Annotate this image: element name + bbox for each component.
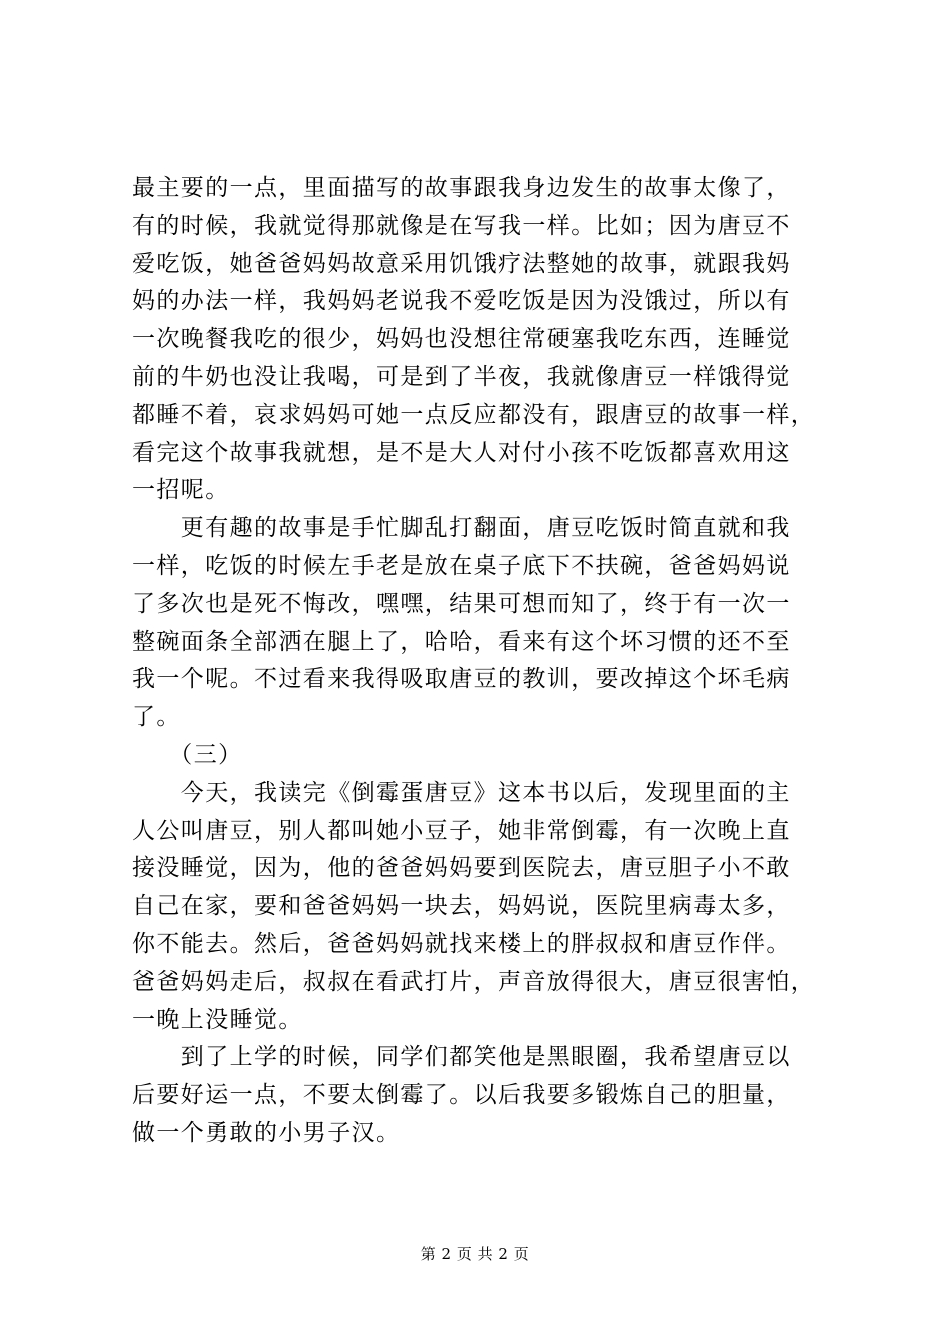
text-line: 你不能去。然后，爸爸妈妈就找来楼上的胖叔叔和唐豆作伴。 xyxy=(132,930,791,957)
text-line: 都睡不着，哀求妈妈可她一点反应都没有，跟唐豆的故事一样， xyxy=(132,401,816,428)
text-line: 妈的办法一样，我妈妈老说我不爱吃饭是因为没饿过，所以有 xyxy=(132,288,791,315)
text-line: 一晚上没睡觉。 xyxy=(132,1006,303,1033)
text-line: 人公叫唐豆，别人都叫她小豆子，她非常倒霉，有一次晚上直 xyxy=(132,817,791,844)
text-line: 今天，我读完《倒霉蛋唐豆》这本书以后，发现里面的主 xyxy=(132,779,791,806)
document-body xyxy=(132,170,852,1153)
text-line: 有的时候，我就觉得那就像是在写我一样。比如；因为唐豆不 xyxy=(132,212,791,239)
text-line: 最主要的一点，里面描写的故事跟我身边发生的故事太像了， xyxy=(132,175,791,201)
text-line: 做一个勇敢的小男子汉。 xyxy=(132,1119,401,1146)
text-line: 到了上学的时候，同学们都笑他是黑眼圈，我希望唐豆以 xyxy=(132,1044,791,1071)
text-line: 整碗面条全部洒在腿上了，哈哈，看来有这个坏习惯的还不至 xyxy=(132,628,791,655)
text-line: 接没睡觉，因为，他的爸爸妈妈要到医院去，唐豆胆子小不敢 xyxy=(132,855,791,882)
text-line: 前的牛奶也没让我喝，可是到了半夜，我就像唐豆一样饿得觉 xyxy=(132,363,791,390)
page-footer: 第 2 页 共 2 页 xyxy=(420,1245,530,1263)
text-line: 一样，吃饭的时候左手老是放在桌子底下不扶碗，爸爸妈妈说 xyxy=(132,552,791,579)
text-line: 我一个呢。不过看来我得吸取唐豆的教训，要改掉这个坏毛病 xyxy=(132,666,791,693)
text-line: 了多次也是死不悔改，嘿嘿，结果可想而知了，终于有一次一 xyxy=(132,590,791,617)
text-line: 爱吃饭，她爸爸妈妈故意采用饥饿疗法整她的故事，就跟我妈 xyxy=(132,250,791,277)
text-line: 更有趣的故事是手忙脚乱打翻面，唐豆吃饭时简直就和我 xyxy=(132,515,791,542)
text-line: 自己在家，要和爸爸妈妈一块去，妈妈说，医院里病毒太多， xyxy=(132,893,791,920)
text-line: （三） xyxy=(132,741,243,768)
text-line: 后要好运一点，不要太倒霉了。以后我要多锻炼自己的胆量， xyxy=(132,1082,791,1109)
text-line: 看完这个故事我就想，是不是大人对付小孩不吃饭都喜欢用这 xyxy=(132,439,791,466)
text-line: 爸爸妈妈走后，叔叔在看武打片，声音放得很大，唐豆很害怕， xyxy=(132,968,816,995)
text-line: 了。 xyxy=(132,704,181,731)
text-line: 一次晚餐我吃的很少，妈妈也没想往常硬塞我吃东西，连睡觉 xyxy=(132,326,791,353)
text-line: 一招呢。 xyxy=(132,477,230,504)
